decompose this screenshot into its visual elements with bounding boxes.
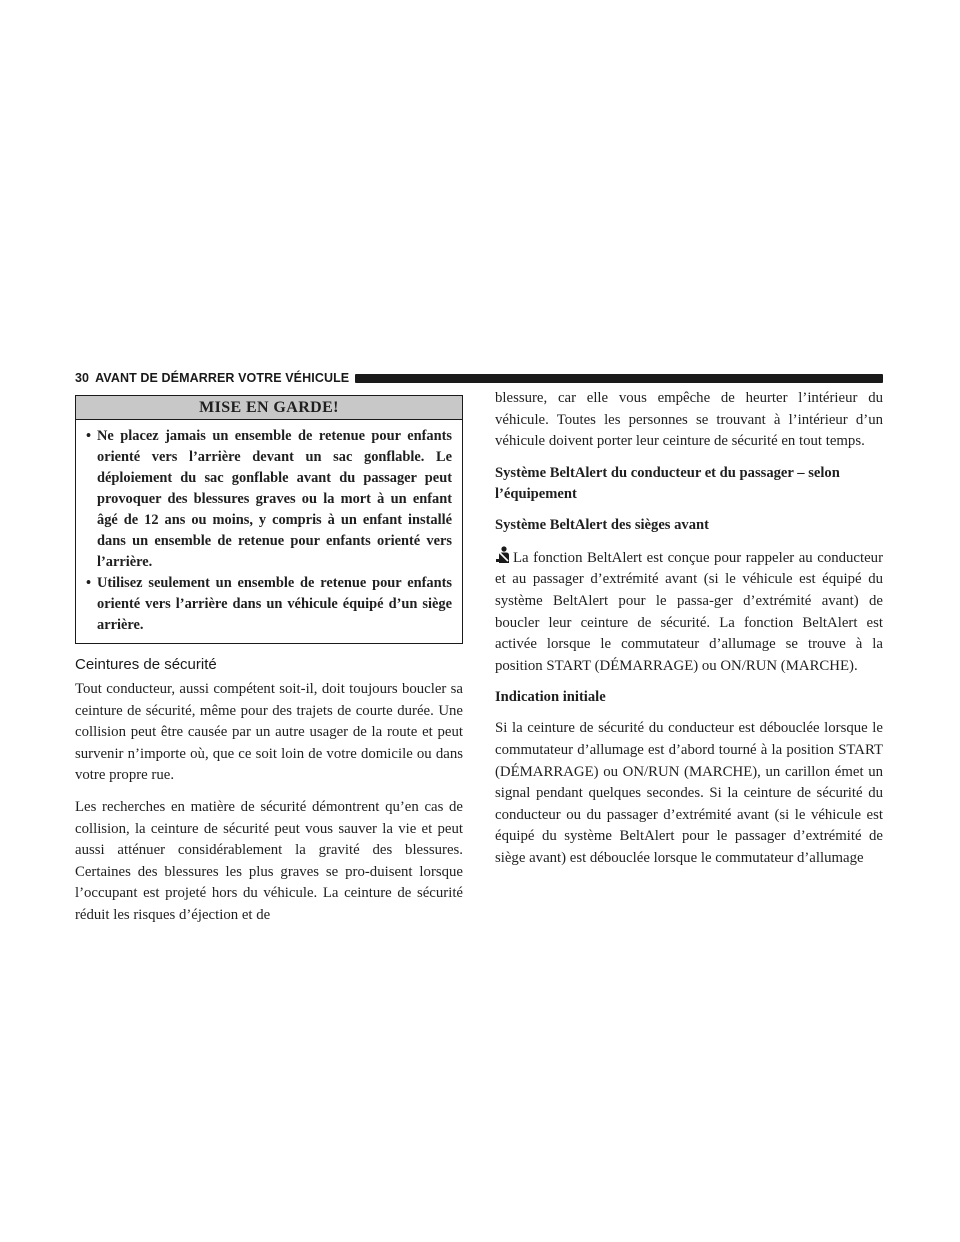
bullet: • [86,575,92,591]
subsection-heading: Indication initiale [495,689,606,706]
beltalert-paragraph [495,546,883,678]
warning-item [86,426,452,573]
body-paragraph: Si la ceinture de sécurité du conducteur est débouclée lorsque le commutateur d’allumage est d’abord tourné à la position START (DÉMARRAGE) ou ON/RUN (MARCHE), un carillon émet un signal pendant quelques secondes. Si la ceinture de sécurité du conducteur ou du passager d’extrémité avant (si le véhicule est équipé du système BeltAlert pour le passager d’extrémité de siège avant) est débouclée lorsque le commutateur d’allumage [495,720,883,866]
beltalert-text: La fonction BeltAlert est conçue pour rappeler au conducteur et au passager d’extrémité avant (si le véhicule est équipé du système BeltAlert pour le passa-ger d’extrémité avant) de boucler leur ceinture de sécurité. La fonction BeltAlert est activée lorsque le commutateur d’allumage se trouve à la position START (DÉMARRAGE) ou ON/RUN (MARCHE). [495,549,883,674]
page-number: 30 [75,371,90,385]
right-column [495,388,883,880]
warning-list [76,420,462,643]
page-header [75,368,883,388]
warning-item-text: Utilisez seulement un ensemble de retenue pour enfants orienté vers l’arrière dans un véhicule équipé d’un siège arrière. [97,575,452,633]
left-column [75,395,463,937]
warning-box [75,395,463,644]
subsection-heading: Système BeltAlert des sièges avant [495,516,709,533]
subsection-heading: Système BeltAlert du conducteur et du passager – selon l’équipement [495,464,840,502]
body-paragraph: Tout conducteur, aussi compétent soit-il, doit toujours boucler sa ceinture de sécurité, même pour des trajets de courte durée. Une collision peut être causée par un autre usager de la route et peut survenir n’importe où, que ce soit loin de votre domicile ou dans votre propre rue. [75,681,463,784]
section-title: AVANT DE DÉMARRER VOTRE VÉHICULE [95,371,350,385]
warning-item-text: Ne placez jamais un ensemble de retenue pour enfants orienté vers l’arrière devant un sac gonflable. Le déploiement du sac gonflable avant du passager peut provoquer des blessures graves ou la mort à un enfant âgé de 12 ans ou moins, y compris à un enfant installé dans un ensemble de retenue pour enfants orienté vers l’arrière. [97,428,452,570]
body-paragraph: Les recherches en matière de sécurité démontrent qu’en cas de collision, la ceinture de sécurité peut vous sauver la vie et peut aussi atténuer considérablement la gravité des blessures. Certaines des blessures les plus graves se pro-duisent lorsque l’occupant est projeté hors du véhicule. La ceinture de sécurité réduit les risques d’éjection et de [75,798,463,923]
warning-item [86,573,452,636]
warning-title: MISE EN GARDE! [76,396,462,420]
bullet: • [86,428,92,444]
seatbelt-warning-icon [495,546,511,564]
body-paragraph: blessure, car elle vous empêche de heurter l’intérieur du véhicule. Toutes les personnes se trouvant à l’intérieur d’un véhicule doivent porter leur ceinture de sécurité en tout temps. [495,390,883,450]
header-rule [355,374,883,383]
section-heading: Ceintures de sécurité [75,656,217,673]
